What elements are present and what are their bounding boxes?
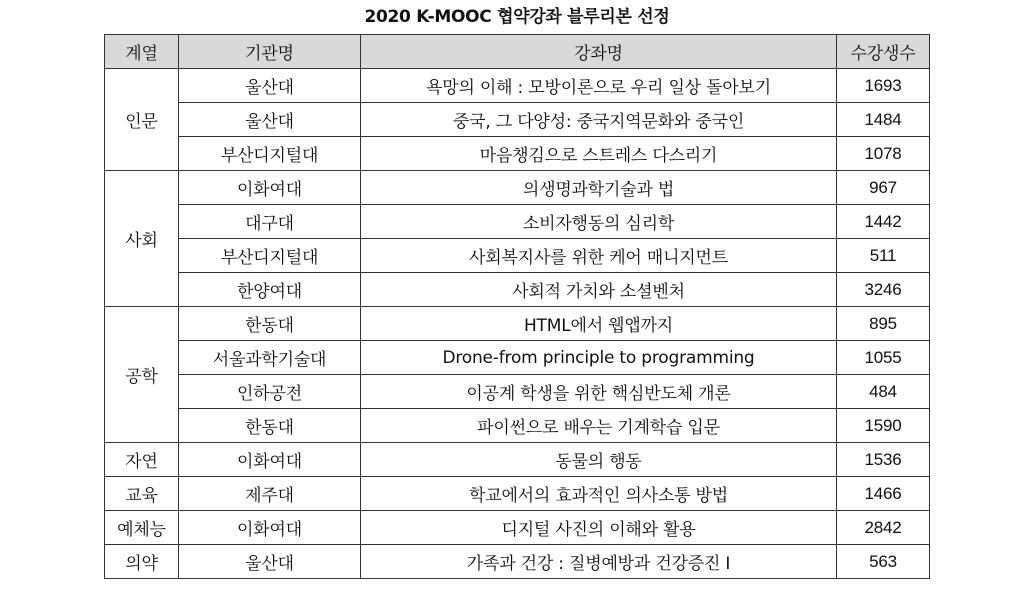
institution-cell: 한동대 — [179, 307, 361, 341]
category-cell: 사회 — [105, 171, 179, 307]
category-cell: 인문 — [105, 69, 179, 171]
institution-cell: 한동대 — [179, 409, 361, 443]
table-row — [105, 307, 930, 341]
table-row — [105, 273, 930, 307]
table-row — [105, 545, 930, 579]
institution-cell: 울산대 — [179, 103, 361, 137]
category-cell: 공학 — [105, 307, 179, 443]
course-cell: 이공계 학생을 위한 핵심반도체 개론 — [361, 375, 837, 409]
category-cell: 자연 — [105, 443, 179, 477]
table-row — [105, 341, 930, 375]
institution-cell: 대구대 — [179, 205, 361, 239]
institution-cell: 울산대 — [179, 545, 361, 579]
table-row — [105, 205, 930, 239]
institution-cell: 부산디지털대 — [179, 239, 361, 273]
institution-cell: 서울과학기술대 — [179, 341, 361, 375]
course-cell: 중국, 그 다양성: 중국지역문화와 중국인 — [361, 103, 837, 137]
category-cell: 예체능 — [105, 511, 179, 545]
course-cell: 파이썬으로 배우는 기계학습 입문 — [361, 409, 837, 443]
document-title: 2020 K-MOOC 협약강좌 블루리본 선정 — [364, 7, 670, 27]
table-row — [105, 239, 930, 273]
course-cell: Drone-from principle to programming — [361, 341, 837, 375]
table-row — [105, 443, 930, 477]
table-row — [105, 409, 930, 443]
course-table — [104, 34, 930, 579]
table-row — [105, 375, 930, 409]
students-cell: 1055 — [837, 341, 930, 375]
students-cell: 3246 — [837, 273, 930, 307]
students-cell: 484 — [837, 375, 930, 409]
students-cell: 511 — [837, 239, 930, 273]
table-row — [105, 103, 930, 137]
category-cell: 교육 — [105, 477, 179, 511]
course-cell: 디지털 사진의 이해와 활용 — [361, 511, 837, 545]
table-header — [105, 35, 930, 69]
students-cell: 1078 — [837, 137, 930, 171]
students-cell: 563 — [837, 545, 930, 579]
students-cell: 1590 — [837, 409, 930, 443]
course-cell: 동물의 행동 — [361, 443, 837, 477]
students-cell: 1466 — [837, 477, 930, 511]
course-cell: 가족과 건강 : 질병예방과 건강증진 I — [361, 545, 837, 579]
students-cell: 2842 — [837, 511, 930, 545]
course-cell: HTML에서 웹앱까지 — [361, 307, 837, 341]
institution-cell: 이화여대 — [179, 511, 361, 545]
institution-cell: 제주대 — [179, 477, 361, 511]
table-row — [105, 137, 930, 171]
course-cell: 욕망의 이해 : 모방이론으로 우리 일상 돌아보기 — [361, 69, 837, 103]
header-institution: 기관명 — [179, 35, 361, 69]
institution-cell: 인하공전 — [179, 375, 361, 409]
students-cell: 1693 — [837, 69, 930, 103]
header-category: 계열 — [105, 35, 179, 69]
institution-cell: 울산대 — [179, 69, 361, 103]
table-row — [105, 171, 930, 205]
header-students: 수강생수 — [837, 35, 930, 69]
institution-cell: 한양여대 — [179, 273, 361, 307]
header-row — [105, 35, 930, 69]
table-row — [105, 477, 930, 511]
institution-cell: 부산디지털대 — [179, 137, 361, 171]
header-course: 강좌명 — [361, 35, 837, 69]
table-body — [105, 69, 930, 579]
table-row — [105, 69, 930, 103]
institution-cell: 이화여대 — [179, 171, 361, 205]
students-cell: 895 — [837, 307, 930, 341]
institution-cell: 이화여대 — [179, 443, 361, 477]
course-cell: 사회복지사를 위한 케어 매니지먼트 — [361, 239, 837, 273]
students-cell: 1484 — [837, 103, 930, 137]
students-cell: 1442 — [837, 205, 930, 239]
students-cell: 1536 — [837, 443, 930, 477]
table-row — [105, 511, 930, 545]
students-cell: 967 — [837, 171, 930, 205]
course-cell: 마음챙김으로 스트레스 다스리기 — [361, 137, 837, 171]
course-cell: 의생명과학기술과 법 — [361, 171, 837, 205]
course-cell: 사회적 가치와 소셜벤처 — [361, 273, 837, 307]
course-cell: 학교에서의 효과적인 의사소통 방법 — [361, 477, 837, 511]
category-cell: 의약 — [105, 545, 179, 579]
course-cell: 소비자행동의 심리학 — [361, 205, 837, 239]
